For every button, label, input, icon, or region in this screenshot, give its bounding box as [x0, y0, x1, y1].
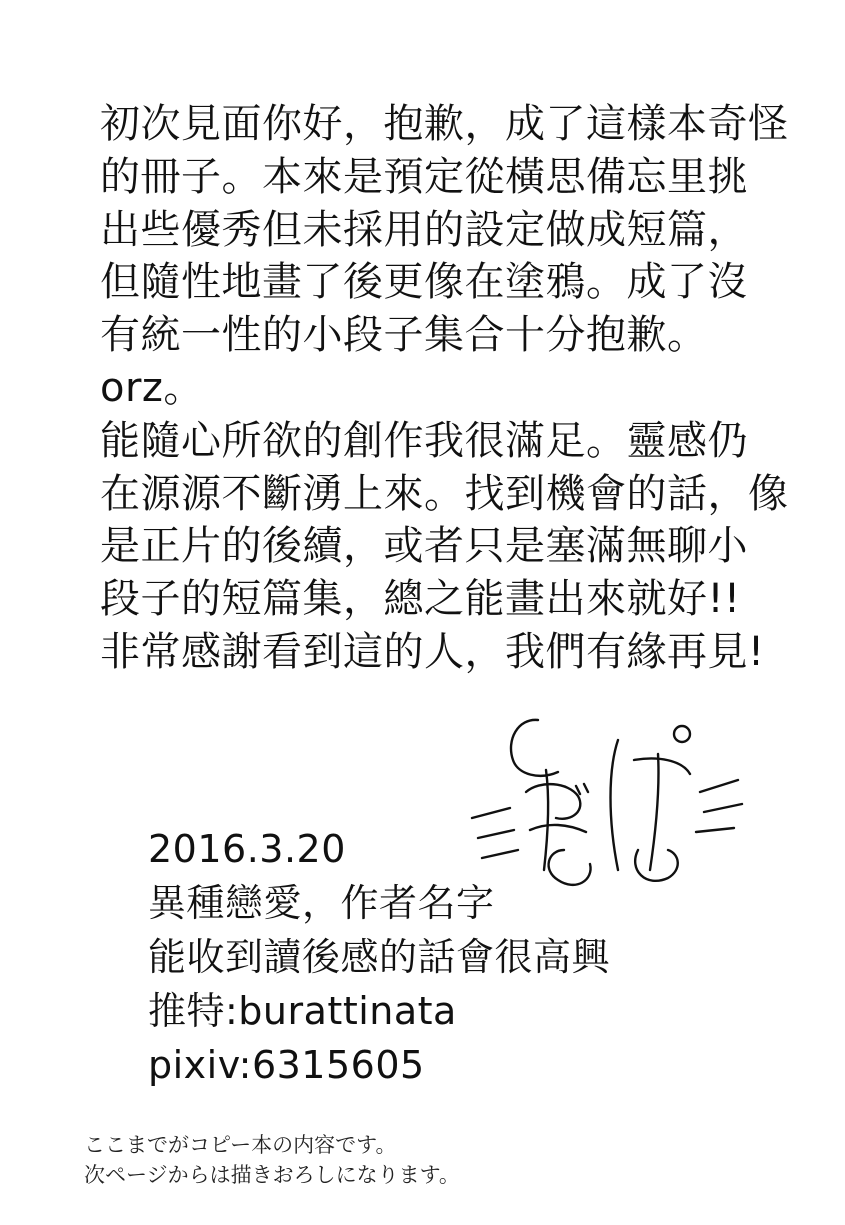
afterword-line: 的冊子。本來是預定從橫思備忘里挑 [100, 153, 748, 200]
colophon-date: 2016.3.20 [148, 827, 346, 871]
colophon-pixiv: pixiv:6315605 [148, 1043, 425, 1087]
signature-stroke [696, 828, 734, 832]
afterword-line: 非常感謝看到這的人，我們有緣再見! [100, 628, 765, 675]
afterword-line: 出些優秀但未採用的設定做成短篇， [100, 206, 748, 253]
translator-note-line: 次ページからは描きおろしになります。 [84, 1163, 460, 1187]
signature-stroke [704, 804, 742, 812]
afterword-line: 在源源不斷湧上來。找到機會的話，像 [100, 470, 789, 517]
signature-stroke [472, 808, 510, 818]
afterword-text [100, 98, 789, 679]
afterword-line: 能隨心所欲的創作我很滿足。靈感仍 [100, 417, 748, 464]
translator-note [84, 1130, 460, 1190]
signature-stroke [611, 740, 619, 870]
afterword-line: 有統一性的小段子集合十分抱歉。 [100, 312, 708, 359]
colophon-twitter: 推特:burattinata [148, 989, 457, 1033]
afterword-line: 但隨性地畫了後更像在塗鴉。成了沒 [100, 259, 748, 306]
signature-stroke [634, 759, 690, 774]
signature-stroke [576, 784, 588, 794]
translator-note-line: ここまでがコピー本の内容です。 [84, 1133, 397, 1157]
signature-stroke [674, 726, 690, 742]
signature-stroke [526, 784, 580, 819]
colophon-feedback: 能收到讀後感的話會很高興 [148, 935, 611, 979]
colophon [148, 822, 610, 1092]
signature-stroke [650, 754, 659, 870]
signature-stroke [700, 780, 738, 792]
colophon-title-author: 異種戀愛，作者名字 [148, 881, 495, 925]
signature-stroke [635, 850, 678, 881]
afterword-line: 段子的短篇集，總之能畫出來就好!! [100, 576, 741, 623]
afterword-line: orz。 [100, 364, 204, 411]
signature-stroke [511, 720, 558, 776]
afterword-line: 是正片的後續，或者只是塞滿無聊小 [100, 523, 748, 570]
afterword-line: 初次見面你好，抱歉，成了這樣本奇怪 [100, 101, 789, 147]
